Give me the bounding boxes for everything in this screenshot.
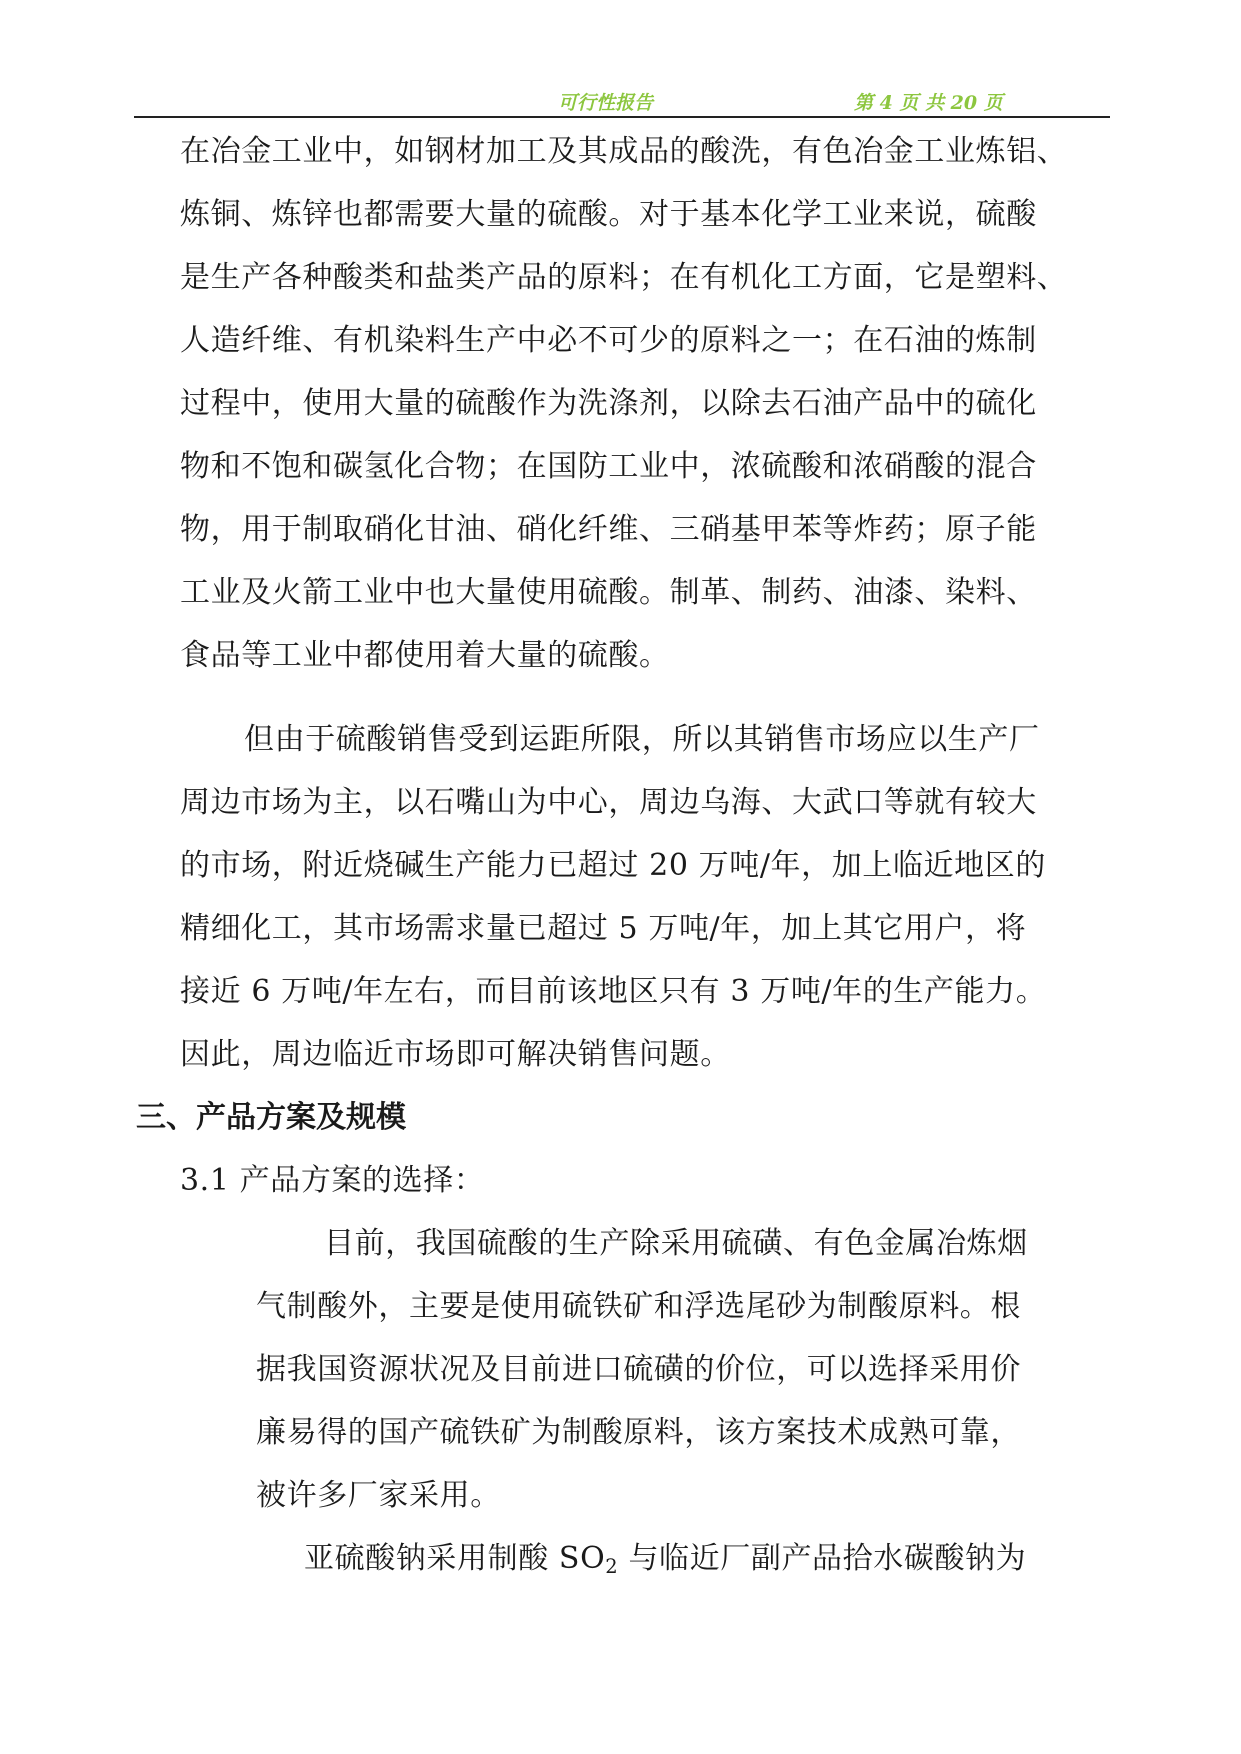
text-line: 被许多厂家采用。 bbox=[256, 1478, 501, 1513]
header-title: 可行性报告 bbox=[558, 92, 654, 114]
text-line: 物和不饱和碳氢化合物；在国防工业中，浓硫酸和浓硝酸的混合 bbox=[180, 449, 1037, 484]
section-heading: 三、产品方案及规模 bbox=[136, 1100, 406, 1135]
text-line: 食品等工业中都使用着大量的硫酸。 bbox=[180, 638, 670, 673]
text-segment: 亚硫酸钠采用制酸 SO bbox=[304, 1541, 606, 1576]
text-line: 周边市场为主，以石嘴山为中心，周边乌海、大武口等就有较大 bbox=[180, 785, 1037, 820]
text-line: 但由于硫酸销售受到运距所限，所以其销售市场应以生产厂 bbox=[244, 722, 1040, 757]
text-line: 廉易得的国产硫铁矿为制酸原料，该方案技术成熟可靠， bbox=[256, 1415, 1021, 1450]
text-line: 据我国资源状况及目前进口硫磺的价位，可以选择采用价 bbox=[256, 1352, 1021, 1387]
paragraph-4-line bbox=[304, 1539, 1026, 1579]
text-line: 过程中，使用大量的硫酸作为洗涤剂，以除去石油产品中的硫化 bbox=[180, 386, 1037, 421]
text-segment: 与临近厂副产品拾水碳酸钠为 bbox=[618, 1541, 1027, 1576]
text-line: 人造纤维、有机染料生产中必不可少的原料之一；在石油的炼制 bbox=[180, 323, 1037, 358]
text-line: 目前，我国硫酸的生产除采用硫磺、有色金属冶炼烟 bbox=[324, 1226, 1028, 1261]
text-line: 是生产各种酸类和盐类产品的原料；在有机化工方面，它是塑料、 bbox=[180, 260, 1068, 295]
text-line: 气制酸外，主要是使用硫铁矿和浮选尾砂为制酸原料。根 bbox=[256, 1289, 1021, 1324]
subscript: 2 bbox=[605, 1554, 619, 1578]
text-line: 接近 6 万吨/年左右，而目前该地区只有 3 万吨/年的生产能力。 bbox=[180, 974, 1047, 1009]
header-page-number: 第 4 页 共 20 页 bbox=[854, 92, 1003, 114]
text-line: 炼铜、炼锌也都需要大量的硫酸。对于基本化学工业来说，硫酸 bbox=[180, 197, 1037, 232]
text-line: 工业及火箭工业中也大量使用硫酸。制革、制药、油漆、染料、 bbox=[180, 575, 1037, 610]
text-line: 的市场，附近烧碱生产能力已超过 20 万吨/年，加上临近地区的 bbox=[180, 848, 1046, 883]
text-line: 精细化工，其市场需求量已超过 5 万吨/年，加上其它用户，将 bbox=[180, 911, 1027, 946]
text-line: 物，用于制取硝化甘油、硝化纤维、三硝基甲苯等炸药；原子能 bbox=[180, 512, 1037, 547]
text-line: 在冶金工业中，如钢材加工及其成品的酸洗，有色冶金工业炼铝、 bbox=[180, 134, 1068, 169]
page-header bbox=[134, 86, 1110, 118]
text-line: 因此，周边临近市场即可解决销售问题。 bbox=[180, 1037, 731, 1072]
subsection-heading: 3.1 产品方案的选择： bbox=[180, 1163, 485, 1198]
